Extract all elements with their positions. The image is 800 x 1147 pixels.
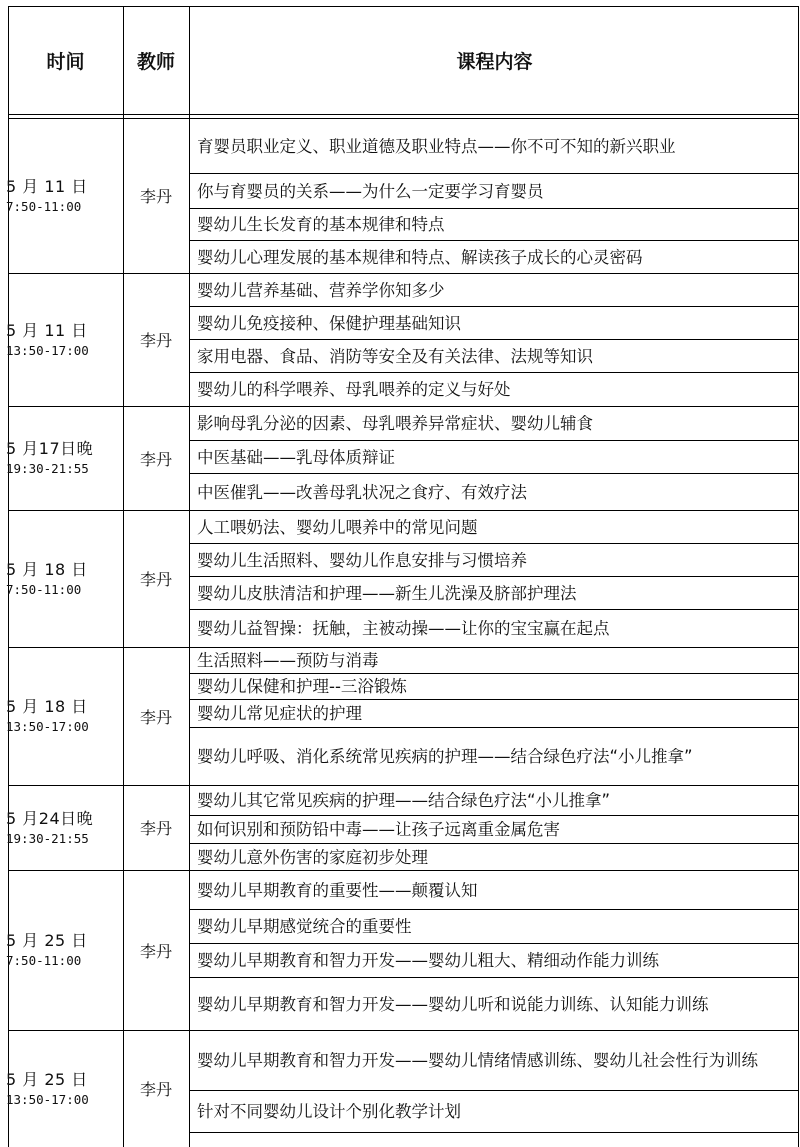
row-divider [8,114,799,115]
session-time-cell [6,785,122,870]
course-item: 婴幼儿生活照料、婴幼儿作息安排与习惯培养 [197,550,527,570]
course-item: 婴幼儿其它常见疾病的护理——结合绿色疗法“小儿推拿” [197,791,611,810]
session-time: 7:50-11:00 [6,198,82,214]
session-time-cell [6,406,122,510]
session-date: 5 月 18 日 [6,697,88,716]
course-item: 婴幼儿免疫接种、保健护理基础知识 [197,313,461,333]
course-item: 婴幼儿益智操：抚触，主被动操——让你的宝宝赢在起点 [197,619,610,638]
course-item: 婴幼儿意外伤害的家庭初步处理 [197,847,428,867]
session-time: 13:50-17:00 [6,719,89,734]
session-date: 5 月24日晚 [6,808,94,828]
session-teacher: 李丹 [139,187,172,206]
session-time: 19:30-21:55 [6,830,89,846]
session-time: 13:50-17:00 [6,1091,89,1107]
session-teacher: 李丹 [139,1080,172,1099]
course-item: 婴幼儿呼吸、消化系统常见疾病的护理——结合绿色疗法“小儿推拿” [197,747,693,766]
course-item: 婴幼儿的科学喂养、母乳喂养的定义与好处 [197,380,511,399]
session-date: 5 月 25 日 [6,1069,88,1089]
course-item: 婴幼儿早期感觉统合的重要性 [197,917,412,936]
course-item: 婴幼儿早期教育和智力开发——婴幼儿粗大、精细动作能力训练 [197,951,659,970]
course-item: 婴幼儿早期教育的重要性——颠覆认知 [197,880,478,900]
course-item: 如何识别和预防铅中毒——让孩子远离重金属危害 [197,820,560,839]
session-date: 5 月 18 日 [6,559,88,579]
session-time: 7:50-11:00 [6,581,82,597]
header-time: 时间 [46,50,85,73]
header-teacher: 教师 [136,50,175,73]
session-date: 5 月 25 日 [6,931,88,950]
course-item: 婴幼儿早期教育和智力开发——婴幼儿情绪情感训练、婴幼儿社会性行为训练 [197,1051,758,1070]
course-item: 你与育婴员的关系——为什么一定要学习育婴员 [197,181,544,201]
session-teacher: 李丹 [139,331,172,350]
course-item: 婴幼儿皮肤清洁和护理——新生儿洗澡及脐部护理法 [197,583,577,603]
session-date: 5 月 11 日 [6,320,88,340]
session-date: 5 月 11 日 [6,176,88,196]
course-item: 中医催乳——改善母乳状况之食疗、有效疗法 [197,482,527,502]
session-teacher: 李丹 [139,449,172,469]
session-time: 19:30-21:55 [6,461,89,476]
course-item: 针对不同婴幼儿设计个别化教学计划 [197,1102,461,1121]
header-content: 课程内容 [456,50,533,73]
course-item: 婴幼儿常见症状的护理 [197,704,362,723]
course-item: 影响母乳分泌的因素、母乳喂养异常症状、婴幼儿辅食 [197,414,593,433]
session-time-cell [6,118,122,273]
session-time: 7:50-11:00 [6,953,82,968]
session-teacher: 李丹 [139,570,172,589]
course-item: 婴幼儿保健和护理--三浴锻炼 [197,677,407,696]
course-item: 生活照料——预防与消毒 [197,651,379,670]
session-teacher: 李丹 [139,941,172,961]
session-time: 13:50-17:00 [6,342,89,358]
session-time-cell [6,870,122,1030]
row-divider [189,1132,799,1133]
session-teacher: 李丹 [139,819,172,838]
course-item: 婴幼儿心理发展的基本规律和特点、解读孩子成长的心灵密码 [197,247,643,267]
course-item: 人工喂奶法、婴幼儿喂养中的常见问题 [197,517,478,537]
course-item: 家用电器、食品、消防等安全及有关法律、法规等知识 [197,346,593,366]
session-time-cell [6,510,122,647]
session-date: 5 月17日晚 [6,439,94,458]
course-item: 婴幼儿早期教育和智力开发——婴幼儿听和说能力训练、认知能力训练 [197,994,709,1014]
session-teacher: 李丹 [139,707,172,727]
session-time-cell [6,647,122,785]
course-item: 中医基础——乳母体质辩证 [197,447,395,467]
session-time-cell [6,1030,122,1147]
session-time-cell [6,273,122,406]
course-item: 婴幼儿营养基础、营养学你知多少 [197,280,445,300]
course-item: 育婴员职业定义、职业道德及职业特点——你不可不知的新兴职业 [197,136,676,156]
course-item: 婴幼儿生长发育的基本规律和特点 [197,215,445,234]
